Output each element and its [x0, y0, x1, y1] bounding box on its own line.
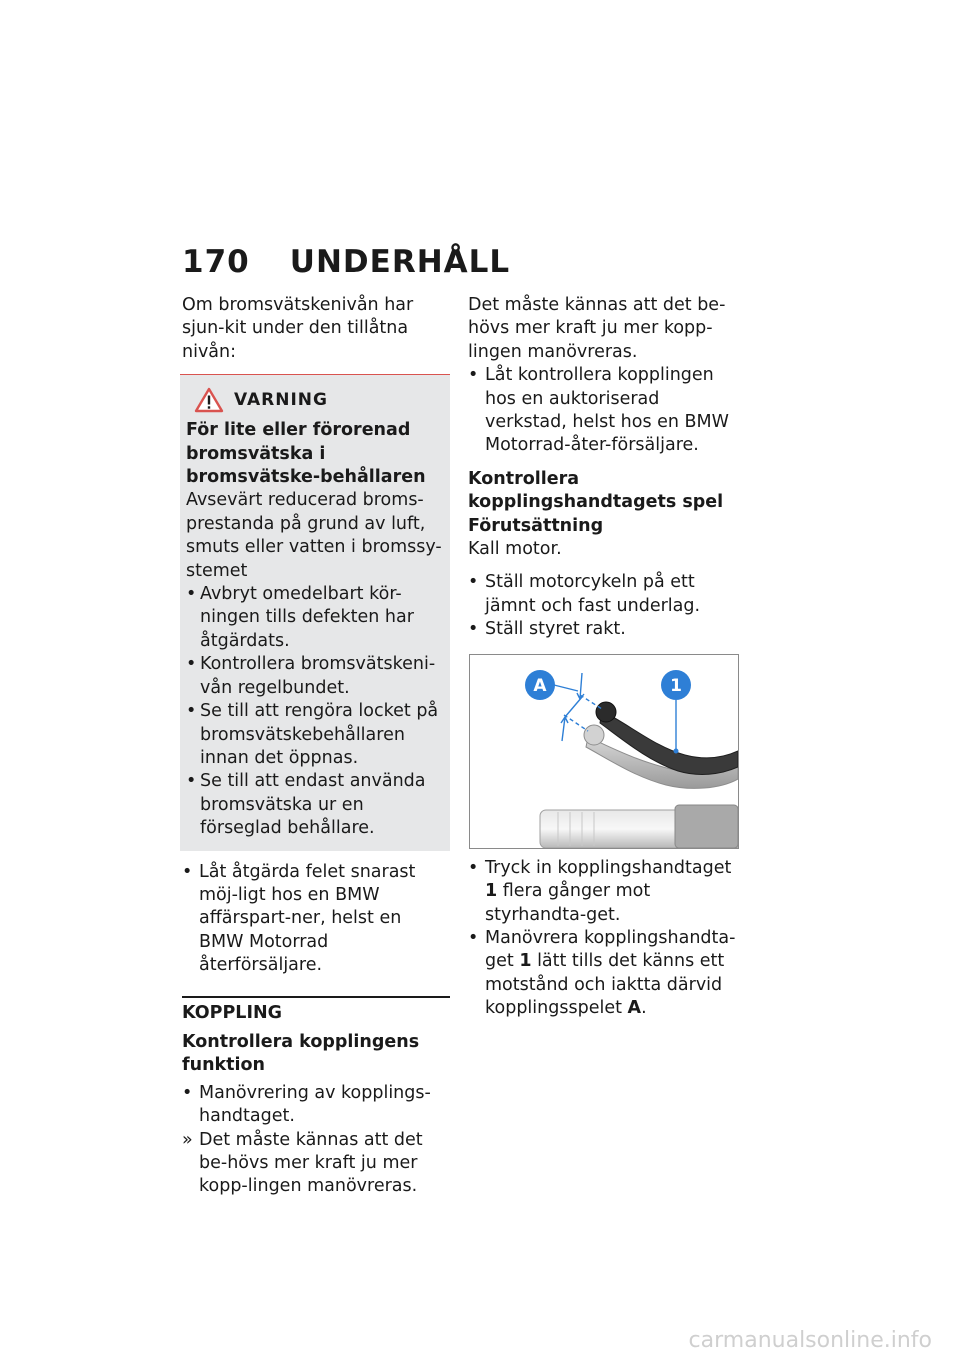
warning-box [180, 374, 450, 850]
list-item: • Kontrollera bromsvätskeni-vån regelbundet. [186, 654, 436, 698]
section-title: KOPPLING [182, 996, 450, 1025]
right-column [468, 294, 738, 1021]
watermark: carmanualsonline.info [688, 1328, 932, 1353]
intro-text: Om bromsvätskenivån har sjun-kit under den tillåtna nivån: [182, 295, 414, 362]
action-item: • Låt åtgärda felet snarast möj-ligt hos en BMW affärspart-ner, helst en BMW Motorrad återförsäljare. [182, 861, 416, 976]
warning-text: Avsevärt reducerad broms-prestanda på grund av luft, smuts eller vatten i bromssy-stemet [186, 490, 442, 581]
result-item: » Det måste kännas att det be-hövs mer kraft ju mer kopp-lingen manövreras. [182, 1129, 423, 1197]
prerequisite-label: Förutsättning [468, 515, 604, 536]
reference-a: A [627, 998, 642, 1019]
callout-a-label: A [533, 675, 547, 696]
reference-1: 1 [485, 881, 498, 902]
warning-bullets [186, 583, 444, 840]
subsection-title: Kontrollera kopplingshandtagets spel [468, 468, 724, 513]
action-item: • Ställ styret rakt. [468, 619, 626, 640]
page-number: 170 [182, 244, 250, 280]
warning-label: VARNING [234, 389, 328, 410]
warning-header [194, 387, 444, 413]
action-item: • Tryck in kopplingshandtaget 1 flera gånger mot styrhandta-get. [468, 857, 732, 925]
result-text: Det måste kännas att det be-hövs mer kraft ju mer kopp-lingen manövreras. [468, 295, 726, 362]
list-item: • Avbryt omedelbart kör-ningen tills defekten har åtgärdats. [186, 584, 414, 651]
action-item: • Manövrera kopplingshandta-get 1 lätt tills det känns ett motstånd och iaktta därvid kopplingsspelet A. [468, 927, 736, 1019]
clutch-lever-figure [469, 654, 739, 849]
page-header [182, 244, 510, 280]
page-title: UNDERHÅLL [289, 244, 511, 280]
prerequisite-text: Kall motor. [468, 539, 562, 560]
subsection-title: Kontrollera kopplingens funktion [182, 1031, 420, 1076]
reference-1: 1 [519, 951, 532, 972]
callout-1-label: 1 [670, 675, 682, 696]
action-item: • Manövrering av kopplings-handtaget. [182, 1082, 431, 1127]
action-item: • Ställ motorcykeln på ett jämnt och fast underlag. [468, 572, 701, 616]
warning-title: För lite eller förorenad bromsvätska i bromsvätske-behållaren [186, 420, 426, 488]
warning-triangle-icon [194, 387, 224, 413]
list-item: • Se till att rengöra locket på bromsvätskebehållaren innan det öppnas. [186, 701, 439, 768]
action-item: • Låt kontrollera kopplingen hos en auktoriserad verkstad, helst hos en BMW Motorrad-åter-försäljare. [468, 365, 729, 456]
list-item: • Se till att endast använda bromsvätska ur en förseglad behållare. [186, 771, 426, 839]
left-column [182, 294, 450, 1199]
